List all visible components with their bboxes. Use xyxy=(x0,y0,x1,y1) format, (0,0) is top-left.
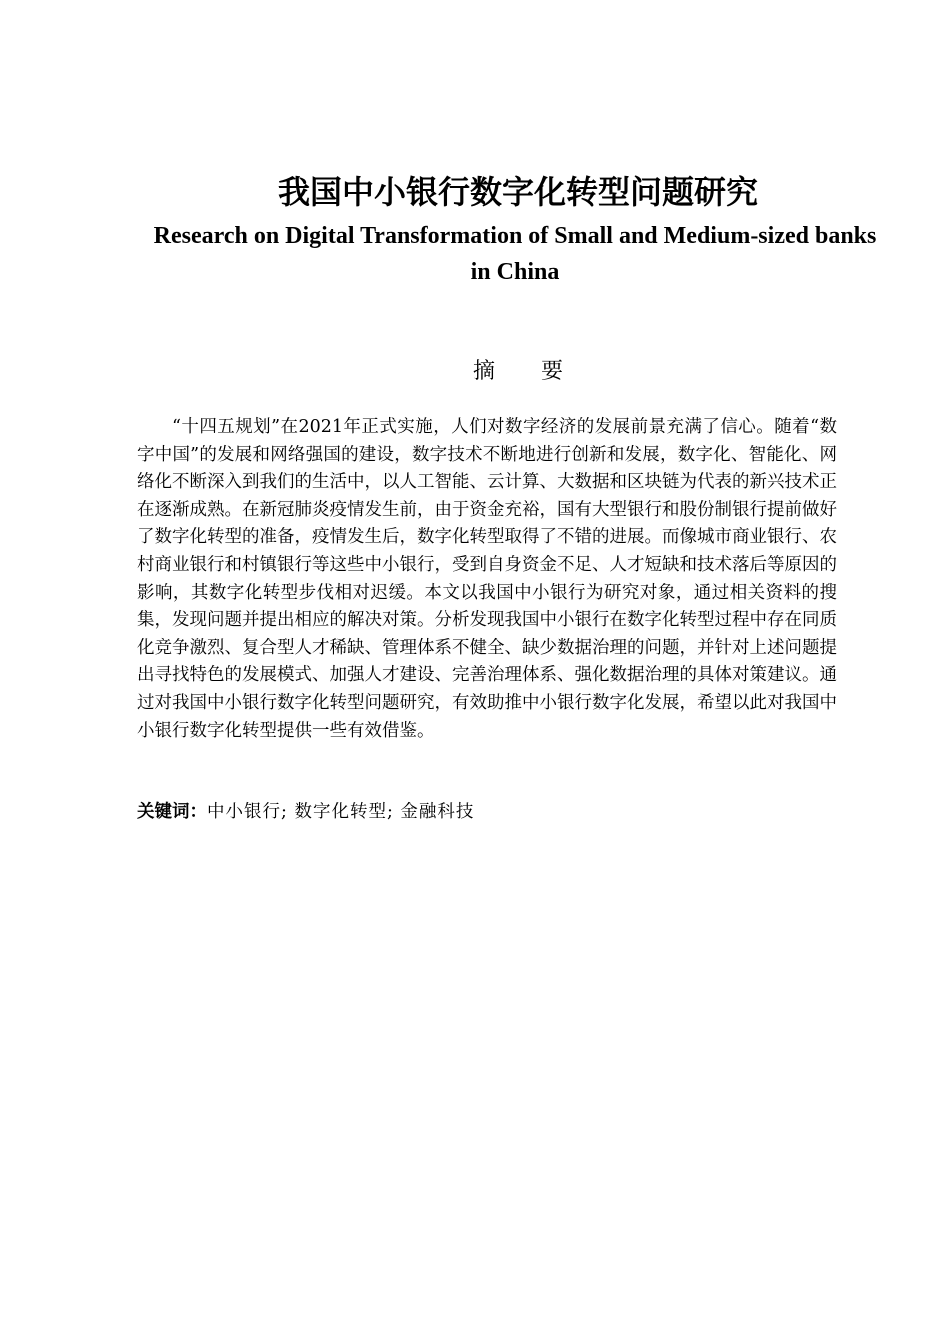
abstract-heading xyxy=(0,356,950,388)
abstract-heading-right: 要 xyxy=(541,359,564,384)
paper-title-english: Research on Digital Transformation of Small and Medium-sized banks in China xyxy=(153,223,877,285)
keywords-line xyxy=(137,798,837,826)
keywords-items: 中小银行; 数字化转型; 金融科技 xyxy=(207,802,475,822)
paper-title-chinese: 我国中小银行数字化转型问题研究 xyxy=(277,173,758,211)
abstract-body: “十四五规划”在2021年正式实施，人们对数字经济的发展前景充满了信心。随着“数字中国”的发展和网络强国的建设，数字技术不断地进行创新和发展，数字化、智能化、网络化不断深入到我们的生活中，以人工智能、云计算、大数据和区块链为代表的新兴技术正在逐渐成熟。在新冠肺炎疫情发生前，由于资金充裕，国有大型银行和股份制银行提前做好了数字化转型的准备，疫情发生后，数字化转型取得了不错的进展。而像城市商业银行、农村商业银行和村镇银行等这些中小银行，受到自身资金不足、人才短缺和技术落后等原因的影响，其数字化转型步伐相对迟缓。本文以我国中小银行为研究对象，通过相关资料的搜集，发现问题并提出相应的解决对策。分析发现我国中小银行在数字化转型过程中存在同质化竞争激烈、复合型人才稀缺、管理体系不健全、缺少数据治理的问题，并针对上述问题提出寻找特色的发展模式、加强人才建设、完善治理体系、强化数据治理的具体对策建议。通过对我国中小银行数字化转型问题研究，有效助推中小银行数字化发展，希望以此对我国中小银行数字化转型提供一些有效借鉴。 xyxy=(137,417,837,741)
keywords-label: 关键词： xyxy=(137,802,207,822)
abstract-heading-left: 摘 xyxy=(472,359,495,384)
